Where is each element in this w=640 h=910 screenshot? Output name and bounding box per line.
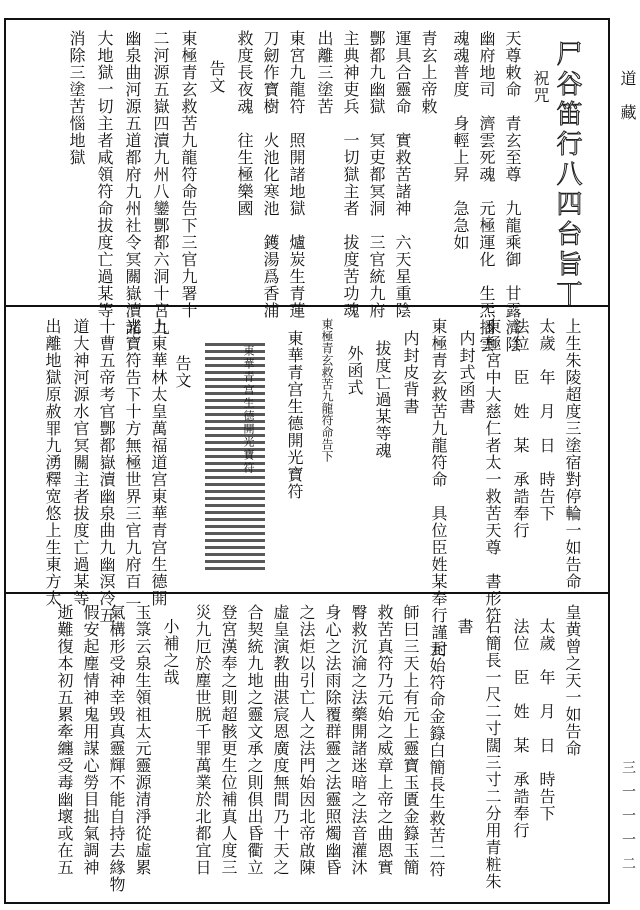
s1-col-15: 二河源五嶽四瀆九州八鑾酆都六洞十宮九 [151,30,170,336]
s2-col-2: 太歲 年 月 日 時告下 [537,318,556,522]
seal-talisman-label: 東華青宫生德開光寶符 [242,345,255,475]
s1-col-16: 幽泉曲河源五道都府九州社令冥關嶽瀆諸 [123,30,142,336]
section-divider-bottom [4,592,610,594]
s3-col-2: 太歲 年 月 日 時告下 [537,618,556,822]
margin-title: 道藏 [618,70,637,138]
seal-talisman [205,340,265,570]
s3-col-8: 救苦真符乃元始之威章上帝之曲恩實 [375,604,394,876]
s2-col-6: 東極青玄救苦九龍符命 具位臣姓某奉行謹封 [429,318,448,658]
s3-col-16: 小補之哉 [161,618,180,686]
s3-col-19: 假安起塵情神鬼用謀心勞目拙氣調神 [81,604,100,876]
s2-col-4: 東極宮中大慈仁者太一救苦天尊 書形符 [483,318,502,624]
s1-col-9: 出離三塗苦 [315,30,334,115]
s3-col-11: 之法炬以引亡人之法門始因北帝啟陳 [297,604,316,876]
s2-col-5: 内封式函書 [457,330,476,415]
s3-col-10: 身心之法雨除覆群靈之法靈照燭幽昏 [323,604,342,876]
s1-col-7: 酆都九幽獄 冥吏都冥洞 三官統九府 [367,30,386,319]
s1-col-10: 東宮九龍符 照開諸地獄 爐炭生青蓮 [287,30,306,319]
s3-col-18: 氣構形受神幸毁真靈輝不能自持去緣物 [107,604,126,893]
s2-col-1: 上生朱陵超度三塗宿對停輪一如告命 [563,318,582,590]
s1-col-17: 大地獄一切主者咸領符命拔度亡過某等 [95,30,114,319]
s3-col-5: 書 [455,618,474,635]
s3-col-15: 災九厄於塵世脱千罪萬業於北都宜日 [193,604,212,876]
s1-col-5: 青玄上帝敕 [419,30,438,115]
s3-col-4: 右簡長一尺二寸闊三寸二分用青粧朱 [483,618,502,890]
s1-col-8: 主典神吏兵 一切獄主者 拔度苦功魂 [341,30,360,319]
s1-col-4: 魂魂普度 身輕上昇 急急如 [451,30,470,251]
s3-col-13: 合契統九地之靈文承之則倶出昏衢立 [245,604,264,876]
s1-col-1: 祝咒 [531,70,550,104]
s3-col-12: 虛皇演教曲湛宸恩廣度無間乃十天之 [271,604,290,876]
title-seal: 尸谷笛行八四台旨丅 [552,40,582,310]
s3-col-6: 元始符命金籙白簡長生救苦二符 [427,640,446,878]
s3-col-3: 法位 臣 姓 某 承誥奉行 [511,618,530,839]
s1-col-13: 告文 [207,60,226,94]
s3-col-7: 師曰三天上有元上靈寶玉匱金籙玉簡 [401,604,420,876]
s2-col-7: 内封皮背書 [401,330,420,415]
s2-col-14: 光寶符告下十方無極世界三官九府百二 [123,318,142,607]
s2-col-3: 法位 臣 姓 某 承誥奉行 [511,318,530,539]
s1-col-6: 運具合靈命 實救苦諸神 六天星重陰 [393,30,412,319]
s2-col-9: 外函式 [345,345,364,396]
s1-col-3: 幽府地司 濟雲死魂 元極運化 生炁播雲 [477,30,496,353]
s1-col-2: 天尊敕命 青玄至尊 九龍乘御 甘露濟陰 [503,30,522,353]
s3-col-20: 逝難復本初五累牽纏受毒幽壞或在五 [55,604,74,876]
s3-col-14: 登宮漢奉之則超骸更生位補真人度三 [219,604,238,876]
s2-col-11: 東華青宫生德開光寶符 [285,330,304,500]
page-number: 三一一一二 [620,760,636,880]
s3-col-17: 玉箓云泉生領祖太元靈源清淨從虛累 [133,604,152,876]
s2-col-17: 出離地獄原赦罪九湧釋宽悠上生東方太 [43,318,62,607]
s3-col-9: 臀救沉淪之法藥開諸迷暗之法音灌沐 [349,604,368,876]
s2-col-16: 道大神河源水官冥關主者拔度亡過某等 [71,318,90,607]
s1-col-12: 救度長夜魂 往生極樂國 [235,30,254,217]
s1-col-14: 東極青玄救苦九龍符命告下三官九署十 [179,30,198,319]
s1-col-18: 消除三塗苦惱地獄 [67,30,86,166]
s1-col-11: 刀劒作寶樹 火池化寒池 鑊湯爲香浦 [261,30,280,319]
s2-col-10: 東極青玄救苦九龍符命告下 [320,318,334,462]
s3-col-1: 皇黄曾之天一如告命 [563,604,582,757]
s2-col-15: 十曹五帝考官酆都嶽瀆幽泉曲九幽溟冷五 [97,318,116,624]
s2-col-13: 上東華林太皇萬福道宫東華青宫生德開 [149,318,168,607]
s2-col-12: 告文 [173,355,192,389]
s2-col-8: 拔度亡過某等魂 [373,340,392,459]
